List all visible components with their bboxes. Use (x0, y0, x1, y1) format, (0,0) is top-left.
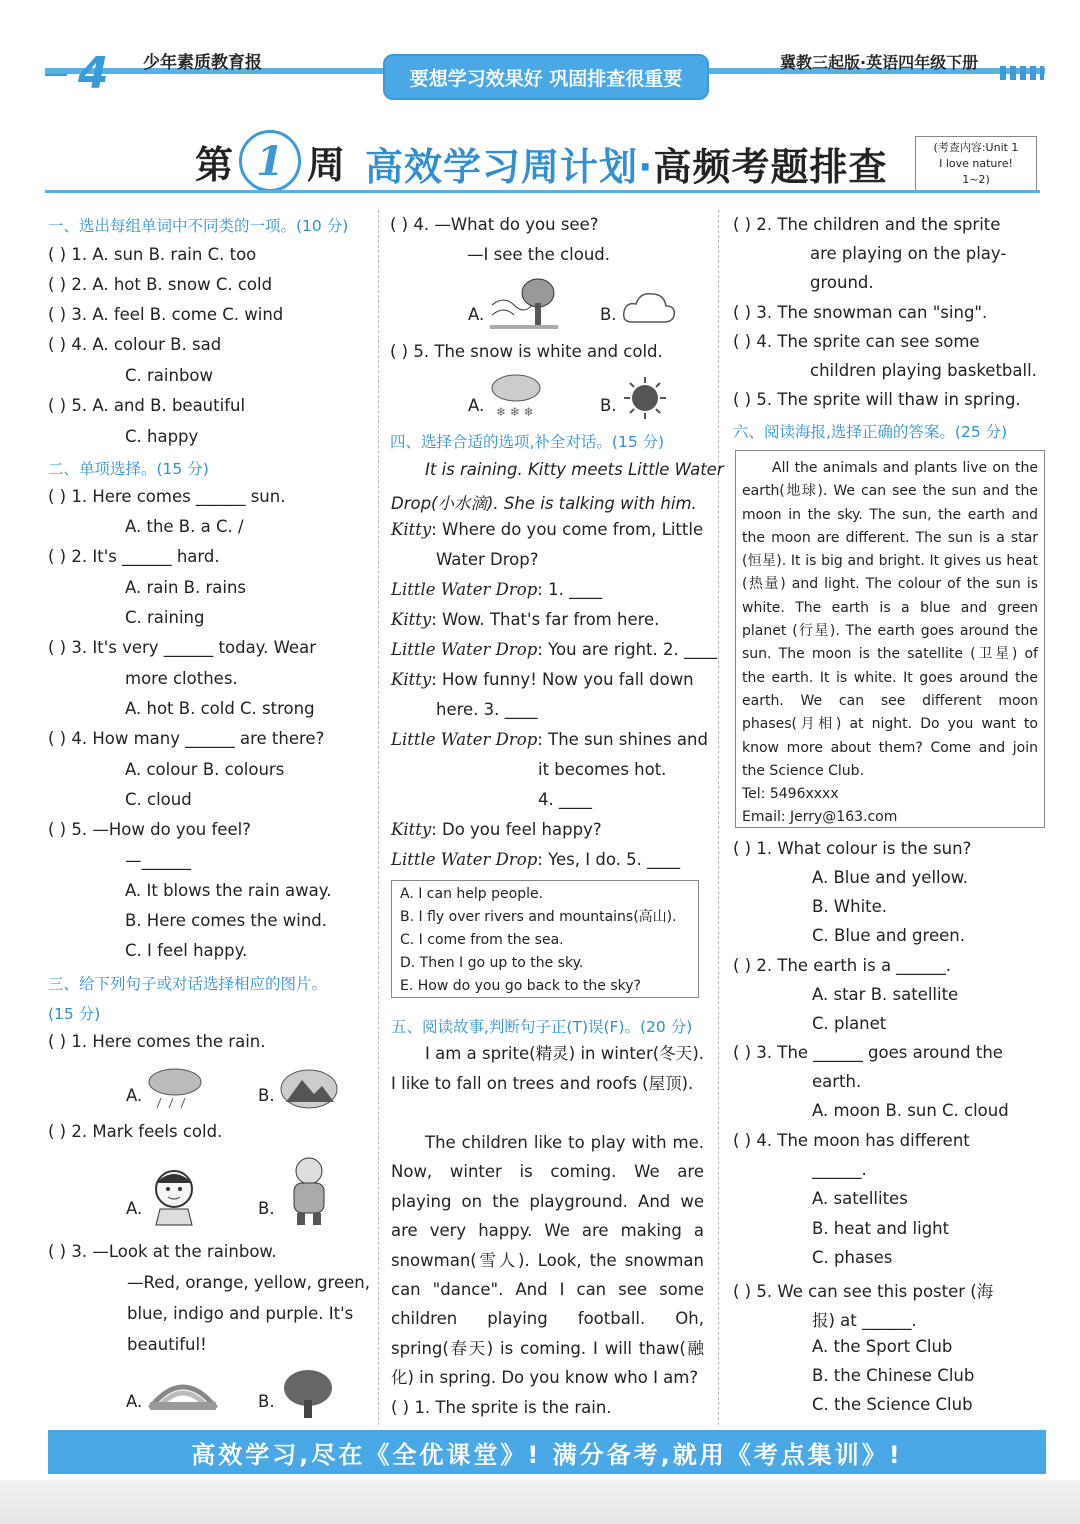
s4-dialog-5: Kitty: How funny! Now you fall down (391, 670, 694, 689)
s5-paragraph-1: I am a sprite(精灵) in winter(冬天). I like to fall on trees and roofs (屋顶). (391, 1044, 704, 1093)
s6-question-5-a: A. the Sport Club (812, 1337, 953, 1356)
rain-cloud-icon (145, 1062, 205, 1112)
scope-line-3: 1~2) (962, 173, 990, 186)
tree-icon (280, 1368, 336, 1418)
week-title (195, 130, 345, 192)
s4-option-c: C. I come from the sea. (400, 932, 564, 948)
s2-question-1: ( ) 1. Here comes ______ sun. (48, 487, 286, 506)
poster-body: All the animals and plants live on the earth(地球). We can see the sun and the moon in the sky. The sun, the earth and the moon are different. The sun is a star (恒星). It is big and bright. It gives us heat (热量) and light. The colour of the sun is white. The earth is a blue and green planet (行星). The earth goes around the sun. The moon is the satellite (卫星) of the earth. It is white. It goes around the earth. We can see different moon phases(月相) at night. Do you want to know more about them? Come and join the Science Club. (742, 460, 1038, 779)
s4-dialog-5-cont: here. 3. ____ (436, 700, 538, 719)
s6-question-3-options: A. moon B. sun C. cloud (812, 1101, 1009, 1120)
section-4-heading: 四、选择合适的选项,补全对话。(15 分) (390, 433, 665, 451)
s3-question-3-line3: blue, indigo and purple. It's (127, 1304, 354, 1323)
s4-dialog-6-blank: 4. ____ (538, 790, 592, 809)
s6-question-1: ( ) 1. What colour is the sun? (733, 839, 972, 858)
s1-question-4: ( ) 4. A. colour B. sad (48, 335, 222, 354)
s4-dialog-1: Kitty: Where do you come from, Little (391, 520, 704, 539)
s3-q2-label-b: B. (258, 1199, 275, 1218)
cloud-icon (620, 290, 678, 328)
s3-question-1: ( ) 1. Here comes the rain. (48, 1032, 266, 1051)
s4-option-d: D. Then I go up to the sky. (400, 955, 584, 971)
s2-question-4-c: C. cloud (125, 790, 192, 809)
week-suffix: 周 (307, 142, 346, 187)
s1-question-5-c: C. happy (125, 427, 199, 446)
s3-q4-label-b: B. (600, 305, 617, 324)
s3-question-5: ( ) 5. The snow is white and cold. (390, 342, 663, 361)
s1-question-2: ( ) 2. A. hot B. snow C. cold (48, 275, 273, 294)
main-title-blue: 高效学习周计划· (365, 145, 654, 189)
windy-tree-icon (488, 275, 560, 331)
s1-question-3: ( ) 3. A. feel B. come C. wind (48, 305, 284, 324)
science-club-poster (735, 450, 1045, 828)
s1-question-5: ( ) 5. A. and B. beautiful (48, 396, 246, 415)
s2-question-3-options: A. hot B. cold C. strong (125, 699, 315, 718)
s4-intro-2: Drop(小水滴). She is talking with him. (391, 494, 697, 513)
section-1-heading: 一、选出每组单词中不同类的一项。(10 分) (48, 217, 349, 235)
s3-q5-label-a: A. (468, 396, 485, 415)
week-prefix: 第 (195, 142, 234, 187)
s6-question-1-b: B. White. (812, 897, 888, 916)
header-dash-right (1000, 66, 1044, 80)
s3-q1-label-a: A. (126, 1086, 143, 1105)
s3-question-3-line2: —Red, orange, yellow, green, (127, 1273, 370, 1292)
s1-question-1: ( ) 1. A. sun B. rain C. too (48, 245, 257, 264)
s6-question-2-c: C. planet (812, 1014, 887, 1033)
s2-question-4: ( ) 4. How many ______ are there? (48, 729, 325, 748)
s5-question-4-cont: children playing basketball. (810, 361, 1037, 380)
section-3-heading-score: (15 分) (48, 1005, 101, 1023)
s4-dialog-3: Kitty: Wow. That's far from here. (391, 610, 660, 629)
s4-option-a: A. I can help people. (400, 886, 544, 902)
s2-question-3: ( ) 3. It's very ______ today. Wear (48, 638, 316, 657)
s6-question-2-options: A. star B. satellite (812, 985, 959, 1004)
s1-question-4-c: C. rainbow (125, 366, 214, 385)
scope-box (915, 136, 1037, 193)
s2-question-2-options: A. rain B. rains (125, 578, 247, 597)
svg-text:❄ ❄ ❄: ❄ ❄ ❄ (496, 405, 534, 419)
s2-question-1-options: A. the B. a C. / (125, 517, 244, 536)
s2-question-2: ( ) 2. It's ______ hard. (48, 547, 220, 566)
poster-email: Email: Jerry@163.com (742, 809, 898, 826)
s4-dialog-6-cont: it becomes hot. (538, 760, 667, 779)
s3-q1-label-b: B. (258, 1086, 275, 1105)
footer-banner: 高效学习,尽在《全优课堂》! 满分备考,就用《考点集训》! (48, 1430, 1046, 1474)
s3-q4-label-a: A. (468, 305, 485, 324)
s2-question-5-blank: —______ (125, 851, 191, 870)
section-3-heading: 三、给下列句子或对话选择相应的图片。 (48, 975, 328, 993)
s6-question-5: ( ) 5. We can see this poster (海 (733, 1282, 994, 1301)
s5-paragraph-2: The children like to play with me. Now, winter is coming. We are playing on the playground. And we are very happy. We are making a snowman(雪人). Look, the snowman can "dance". And I can see some children playing football. Oh, spring(春天) is coming. I will thaw(融化) in spring. Do you know who I am? (391, 1133, 704, 1388)
s4-options-box (391, 880, 699, 998)
s4-option-b: B. I fly over rivers and mountains(高山). (400, 909, 677, 925)
bundled-child-icon (284, 1155, 334, 1227)
sun-icon (622, 375, 668, 421)
s6-question-3: ( ) 3. The ______ goes around the (733, 1043, 1003, 1062)
s2-question-5: ( ) 5. —How do you feel? (48, 820, 251, 839)
scope-line-1: (考查内容:Unit 1 (933, 141, 1019, 154)
section-6-heading: 六、阅读海报,选择正确的答案。(25 分) (733, 423, 1008, 441)
s5-question-2-cont2: ground. (810, 273, 874, 292)
boy-face-icon (148, 1165, 200, 1227)
s2-question-5-c: C. I feel happy. (125, 941, 248, 960)
main-title (365, 136, 887, 191)
s6-question-4-b: B. heat and light (812, 1219, 950, 1238)
bottom-shadow (0, 1480, 1080, 1524)
s3-q2-label-a: A. (126, 1199, 143, 1218)
s2-question-3-cont: more clothes. (125, 669, 238, 688)
s5-question-3: ( ) 3. The snowman can "sing". (733, 303, 988, 322)
s4-dialog-8: Little Water Drop: Yes, I do. 5. ____ (391, 850, 681, 869)
s6-question-3-cont: earth. (812, 1072, 862, 1091)
main-title-dark: 高频考题排查 (653, 145, 888, 189)
s2-question-5-a: A. It blows the rain away. (125, 881, 332, 900)
section-2-heading: 二、单项选择。(15 分) (48, 460, 209, 478)
s3-question-4-reply: —I see the cloud. (467, 245, 611, 264)
edition-label: 冀教三起版·英语四年级下册 (780, 53, 979, 72)
s6-question-1-c: C. Blue and green. (812, 926, 965, 945)
week-number: 1 (239, 130, 301, 192)
s3-q3-label-b: B. (258, 1392, 275, 1411)
s3-question-3: ( ) 3. —Look at the rainbow. (48, 1242, 277, 1261)
poster-tel: Tel: 5496xxxx (742, 786, 839, 803)
s3-question-2: ( ) 2. Mark feels cold. (48, 1122, 223, 1141)
s6-question-5-cont: 报) at ______. (812, 1311, 917, 1330)
s4-option-e: E. How do you go back to the sky? (400, 978, 641, 994)
s6-question-5-b: B. the Chinese Club (812, 1366, 975, 1385)
rainbow-icon (146, 1372, 220, 1412)
s5-question-5: ( ) 5. The sprite will thaw in spring. (733, 390, 1021, 409)
s2-question-4-options: A. colour B. colours (125, 760, 285, 779)
s4-dialog-6: Little Water Drop: The sun shines and (391, 730, 708, 749)
mountain-icon (280, 1068, 338, 1110)
s6-question-1-a: A. Blue and yellow. (812, 868, 968, 887)
s4-dialog-1-cont: Water Drop? (436, 550, 539, 569)
s5-question-2: ( ) 2. The children and the sprite (733, 215, 1001, 234)
s3-q3-label-a: A. (126, 1392, 143, 1411)
s6-question-2: ( ) 2. The earth is a ______. (733, 956, 952, 975)
slogan-banner: 要想学习效果好 巩固排查很重要 (383, 54, 709, 100)
s4-intro-1: It is raining. Kitty meets Little Water (425, 460, 724, 479)
s2-question-2-c: C. raining (125, 608, 205, 627)
s6-question-4-c: C. phases (812, 1248, 893, 1267)
s4-dialog-4: Little Water Drop: You are right. 2. ____ (391, 640, 717, 659)
s3-question-3-line4: beautiful! (127, 1335, 207, 1354)
scope-line-2: I love nature! (939, 157, 1013, 170)
s6-question-4: ( ) 4. The moon has different (733, 1131, 970, 1150)
s5-question-1: ( ) 1. The sprite is the rain. (391, 1398, 612, 1417)
column-divider (718, 210, 719, 1425)
page-number: 4 (78, 48, 109, 99)
s6-question-4-a: A. satellites (812, 1189, 908, 1208)
column-divider (378, 210, 379, 1425)
s4-dialog-7: Kitty: Do you feel happy? (391, 820, 602, 839)
paper-name: 少年素质教育报 (143, 53, 262, 73)
s2-question-5-b: B. Here comes the wind. (125, 911, 327, 930)
s6-question-5-c: C. the Science Club (812, 1395, 973, 1414)
s5-question-2-cont: are playing on the play- (810, 244, 1007, 263)
snow-cloud-icon (488, 370, 544, 420)
s5-question-4: ( ) 4. The sprite can see some (733, 332, 980, 351)
title-rule (45, 190, 1040, 193)
section-5-heading: 五、阅读故事,判断句子正(T)误(F)。(20 分) (391, 1018, 693, 1036)
s4-dialog-2: Little Water Drop: 1. ____ (391, 580, 603, 599)
s6-question-4-blank: ______. (812, 1160, 867, 1179)
s3-q5-label-b: B. (600, 396, 617, 415)
s3-question-4: ( ) 4. —What do you see? (390, 215, 599, 234)
